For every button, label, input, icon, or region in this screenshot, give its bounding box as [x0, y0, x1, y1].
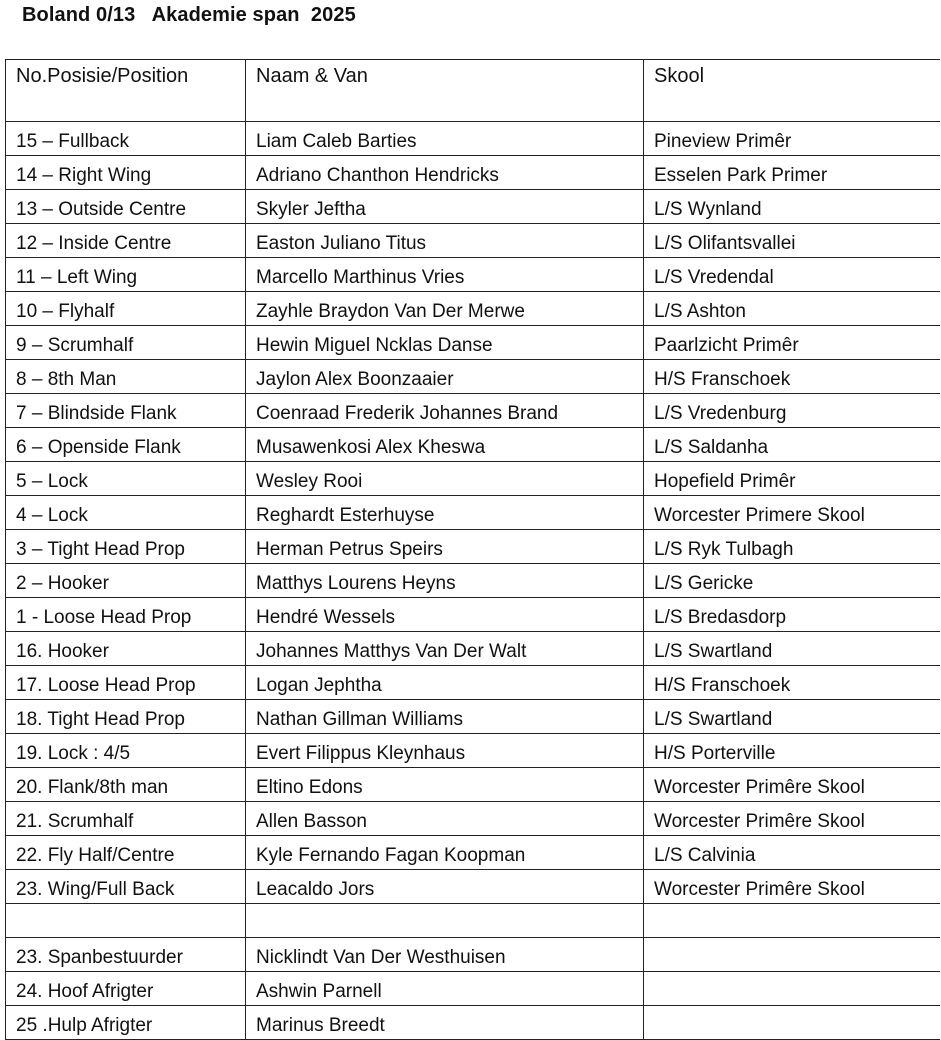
player-row — [6, 530, 941, 564]
player-row — [6, 156, 941, 190]
player-row — [6, 802, 941, 836]
name-cell: Leacaldo Jors — [246, 870, 644, 904]
school-cell: L/S Calvinia — [644, 836, 941, 870]
position-cell: 22. Fly Half/Centre — [6, 836, 246, 870]
school-cell: L/S Olifantsvallei — [644, 224, 941, 258]
school-cell — [644, 972, 941, 1006]
name-cell: Easton Juliano Titus — [246, 224, 644, 258]
name-cell: Evert Filippus Kleynhaus — [246, 734, 644, 768]
player-row — [6, 394, 941, 428]
position-cell: 13 – Outside Centre — [6, 190, 246, 224]
school-cell — [644, 938, 941, 972]
school-cell: L/S Gericke — [644, 564, 941, 598]
name-cell: Hewin Miguel Ncklas Danse — [246, 326, 644, 360]
position-cell: 16. Hooker — [6, 632, 246, 666]
position-cell — [6, 904, 246, 938]
position-cell: 25 .Hulp Afrigter — [6, 1006, 246, 1040]
player-row — [6, 836, 941, 870]
position-cell: 6 – Openside Flank — [6, 428, 246, 462]
name-cell: Nicklindt Van Der Westhuisen — [246, 938, 644, 972]
player-row — [6, 700, 941, 734]
school-cell: L/S Vredendal — [644, 258, 941, 292]
player-row — [6, 360, 941, 394]
player-row — [6, 190, 941, 224]
school-cell: L/S Wynland — [644, 190, 941, 224]
roster-table-body — [6, 60, 941, 1040]
school-cell: Worcester Primêre Skool — [644, 768, 941, 802]
position-cell: 8 – 8th Man — [6, 360, 246, 394]
school-cell: H/S Franschoek — [644, 666, 941, 700]
name-cell: Hendré Wessels — [246, 598, 644, 632]
position-cell: 20. Flank/8th man — [6, 768, 246, 802]
name-cell: Marinus Breedt — [246, 1006, 644, 1040]
position-cell: 15 – Fullback — [6, 122, 246, 156]
position-cell: 7 – Blindside Flank — [6, 394, 246, 428]
position-cell: 17. Loose Head Prop — [6, 666, 246, 700]
school-cell: L/S Swartland — [644, 632, 941, 666]
player-row — [6, 598, 941, 632]
school-cell — [644, 1006, 941, 1040]
school-cell: L/S Ryk Tulbagh — [644, 530, 941, 564]
position-cell: 23. Spanbestuurder — [6, 938, 246, 972]
school-cell: Pineview Primêr — [644, 122, 941, 156]
player-row — [6, 258, 941, 292]
name-cell: Wesley Rooi — [246, 462, 644, 496]
roster-table — [5, 59, 940, 1040]
school-cell: L/S Bredasdorp — [644, 598, 941, 632]
name-cell: Kyle Fernando Fagan Koopman — [246, 836, 644, 870]
position-cell: 4 – Lock — [6, 496, 246, 530]
player-row — [6, 122, 941, 156]
staff-row — [6, 1006, 941, 1040]
name-cell: Ashwin Parnell — [246, 972, 644, 1006]
name-cell: Coenraad Frederik Johannes Brand — [246, 394, 644, 428]
school-cell: Esselen Park Primer — [644, 156, 941, 190]
player-row — [6, 734, 941, 768]
player-row — [6, 292, 941, 326]
blank-row — [6, 904, 941, 938]
name-cell: Skyler Jeftha — [246, 190, 644, 224]
school-cell: Worcester Primere Skool — [644, 496, 941, 530]
position-cell: 9 – Scrumhalf — [6, 326, 246, 360]
name-cell: Marcello Marthinus Vries — [246, 258, 644, 292]
player-row — [6, 326, 941, 360]
position-cell: 5 – Lock — [6, 462, 246, 496]
school-cell: L/S Saldanha — [644, 428, 941, 462]
name-cell: Johannes Matthys Van Der Walt — [246, 632, 644, 666]
player-row — [6, 428, 941, 462]
player-row — [6, 496, 941, 530]
name-cell: Matthys Lourens Heyns — [246, 564, 644, 598]
name-cell: Jaylon Alex Boonzaaier — [246, 360, 644, 394]
school-cell: Worcester Primêre Skool — [644, 802, 941, 836]
school-cell: Paarlzicht Primêr — [644, 326, 941, 360]
position-cell: 14 – Right Wing — [6, 156, 246, 190]
player-row — [6, 564, 941, 598]
player-row — [6, 224, 941, 258]
name-cell: Logan Jephtha — [246, 666, 644, 700]
position-cell: 3 – Tight Head Prop — [6, 530, 246, 564]
name-cell: Zayhle Braydon Van Der Merwe — [246, 292, 644, 326]
table-header-row — [6, 60, 941, 122]
name-cell: Nathan Gillman Williams — [246, 700, 644, 734]
player-row — [6, 768, 941, 802]
name-cell: Eltino Edons — [246, 768, 644, 802]
name-cell: Reghardt Esterhuyse — [246, 496, 644, 530]
position-cell: 24. Hoof Afrigter — [6, 972, 246, 1006]
name-cell: Herman Petrus Speirs — [246, 530, 644, 564]
name-cell: Liam Caleb Barties — [246, 122, 644, 156]
school-cell: H/S Porterville — [644, 734, 941, 768]
staff-row — [6, 972, 941, 1006]
header-name: Naam & Van — [246, 60, 644, 122]
name-cell: Allen Basson — [246, 802, 644, 836]
position-cell: 1 - Loose Head Prop — [6, 598, 246, 632]
player-row — [6, 632, 941, 666]
position-cell: 19. Lock : 4/5 — [6, 734, 246, 768]
position-cell: 2 – Hooker — [6, 564, 246, 598]
name-cell: Musawenkosi Alex Kheswa — [246, 428, 644, 462]
school-cell: Hopefield Primêr — [644, 462, 941, 496]
document-title: Boland 0/13 Akademie span 2025 — [22, 4, 356, 26]
school-cell: Worcester Primêre Skool — [644, 870, 941, 904]
school-cell: L/S Swartland — [644, 700, 941, 734]
position-cell: 18. Tight Head Prop — [6, 700, 246, 734]
school-cell: L/S Vredenburg — [644, 394, 941, 428]
position-cell: 23. Wing/Full Back — [6, 870, 246, 904]
position-cell: 11 – Left Wing — [6, 258, 246, 292]
player-row — [6, 870, 941, 904]
name-cell: Adriano Chanthon Hendricks — [246, 156, 644, 190]
position-cell: 12 – Inside Centre — [6, 224, 246, 258]
staff-row — [6, 938, 941, 972]
school-cell: H/S Franschoek — [644, 360, 941, 394]
position-cell: 10 – Flyhalf — [6, 292, 246, 326]
school-cell: L/S Ashton — [644, 292, 941, 326]
player-row — [6, 666, 941, 700]
header-position: No.Posisie/Position — [6, 60, 246, 122]
header-school: Skool — [644, 60, 941, 122]
position-cell: 21. Scrumhalf — [6, 802, 246, 836]
school-cell — [644, 904, 941, 938]
player-row — [6, 462, 941, 496]
name-cell — [246, 904, 644, 938]
